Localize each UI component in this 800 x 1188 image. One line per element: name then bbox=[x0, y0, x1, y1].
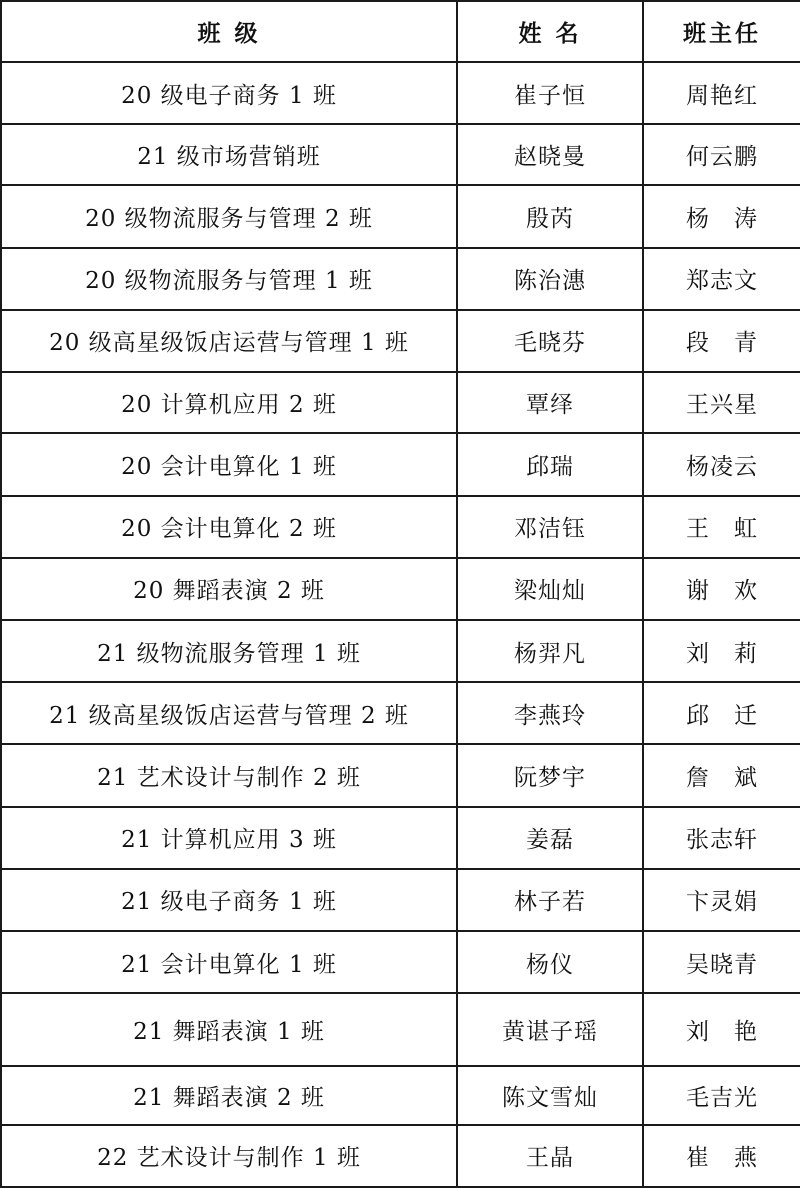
table-row bbox=[1, 372, 800, 433]
cell-name: 王晶 bbox=[457, 1125, 643, 1187]
table-row bbox=[1, 620, 800, 682]
cell-name: 毛晓芬 bbox=[457, 310, 643, 372]
cell-head-teacher: 刘 艳 bbox=[643, 993, 800, 1065]
cell-head-teacher: 詹 斌 bbox=[643, 744, 800, 806]
cell-class: 20 级物流服务与管理 2 班 bbox=[1, 185, 457, 247]
cell-class: 21 级电子商务 1 班 bbox=[1, 869, 457, 931]
cell-head-teacher: 周艳红 bbox=[643, 62, 800, 124]
cell-name: 李燕玲 bbox=[457, 682, 643, 744]
table-row bbox=[1, 433, 800, 495]
cell-head-teacher: 刘 莉 bbox=[643, 620, 800, 682]
cell-class: 21 级高星级饭店运营与管理 2 班 bbox=[1, 682, 457, 744]
cell-name: 殷芮 bbox=[457, 185, 643, 247]
header-name: 姓 名 bbox=[457, 1, 643, 62]
cell-head-teacher: 杨凌云 bbox=[643, 433, 800, 495]
table-row bbox=[1, 310, 800, 372]
cell-class: 20 会计电算化 1 班 bbox=[1, 433, 457, 495]
header-class: 班 级 bbox=[1, 1, 457, 62]
cell-head-teacher: 张志轩 bbox=[643, 807, 800, 869]
header-row bbox=[1, 1, 800, 62]
cell-head-teacher: 王兴星 bbox=[643, 372, 800, 433]
cell-class: 21 艺术设计与制作 2 班 bbox=[1, 744, 457, 806]
cell-name: 陈文雪灿 bbox=[457, 1066, 643, 1125]
cell-name: 陈治潓 bbox=[457, 248, 643, 310]
cell-name: 邱瑞 bbox=[457, 433, 643, 495]
table-row bbox=[1, 993, 800, 1065]
cell-class: 20 级物流服务与管理 1 班 bbox=[1, 248, 457, 310]
table-body bbox=[1, 62, 800, 1187]
cell-class: 21 舞蹈表演 1 班 bbox=[1, 993, 457, 1065]
cell-class: 20 计算机应用 2 班 bbox=[1, 372, 457, 433]
table-row bbox=[1, 931, 800, 993]
cell-name: 姜磊 bbox=[457, 807, 643, 869]
table-row bbox=[1, 248, 800, 310]
header-head-teacher: 班主任 bbox=[643, 1, 800, 62]
cell-class: 20 会计电算化 2 班 bbox=[1, 496, 457, 558]
cell-class: 21 级物流服务管理 1 班 bbox=[1, 620, 457, 682]
cell-head-teacher: 崔 燕 bbox=[643, 1125, 800, 1187]
cell-head-teacher: 毛吉光 bbox=[643, 1066, 800, 1125]
cell-class: 20 舞蹈表演 2 班 bbox=[1, 558, 457, 620]
cell-name: 覃绎 bbox=[457, 372, 643, 433]
table-row bbox=[1, 496, 800, 558]
table-row bbox=[1, 185, 800, 247]
table-row bbox=[1, 807, 800, 869]
cell-class: 21 会计电算化 1 班 bbox=[1, 931, 457, 993]
table-row bbox=[1, 744, 800, 806]
cell-head-teacher: 谢 欢 bbox=[643, 558, 800, 620]
cell-name: 邓洁钰 bbox=[457, 496, 643, 558]
cell-head-teacher: 郑志文 bbox=[643, 248, 800, 310]
cell-head-teacher: 邱 迁 bbox=[643, 682, 800, 744]
cell-name: 赵晓曼 bbox=[457, 124, 643, 185]
cell-name: 崔子恒 bbox=[457, 62, 643, 124]
cell-class: 20 级电子商务 1 班 bbox=[1, 62, 457, 124]
cell-class: 20 级高星级饭店运营与管理 1 班 bbox=[1, 310, 457, 372]
table-row bbox=[1, 62, 800, 124]
cell-name: 黄谌子瑶 bbox=[457, 993, 643, 1065]
table-row bbox=[1, 558, 800, 620]
cell-head-teacher: 杨 涛 bbox=[643, 185, 800, 247]
table-row bbox=[1, 682, 800, 744]
cell-head-teacher: 王 虹 bbox=[643, 496, 800, 558]
cell-class: 21 计算机应用 3 班 bbox=[1, 807, 457, 869]
cell-name: 梁灿灿 bbox=[457, 558, 643, 620]
cell-head-teacher: 何云鹏 bbox=[643, 124, 800, 185]
table-row bbox=[1, 1066, 800, 1125]
cell-class: 21 级市场营销班 bbox=[1, 124, 457, 185]
cell-head-teacher: 吴晓青 bbox=[643, 931, 800, 993]
cell-name: 杨仪 bbox=[457, 931, 643, 993]
cell-head-teacher: 卞灵娟 bbox=[643, 869, 800, 931]
cell-head-teacher: 段 青 bbox=[643, 310, 800, 372]
cell-name: 林子若 bbox=[457, 869, 643, 931]
cell-name: 阮梦宇 bbox=[457, 744, 643, 806]
table-row bbox=[1, 1125, 800, 1187]
cell-name: 杨羿凡 bbox=[457, 620, 643, 682]
cell-class: 22 艺术设计与制作 1 班 bbox=[1, 1125, 457, 1187]
table-row bbox=[1, 124, 800, 185]
cell-class: 21 舞蹈表演 2 班 bbox=[1, 1066, 457, 1125]
table-row bbox=[1, 869, 800, 931]
